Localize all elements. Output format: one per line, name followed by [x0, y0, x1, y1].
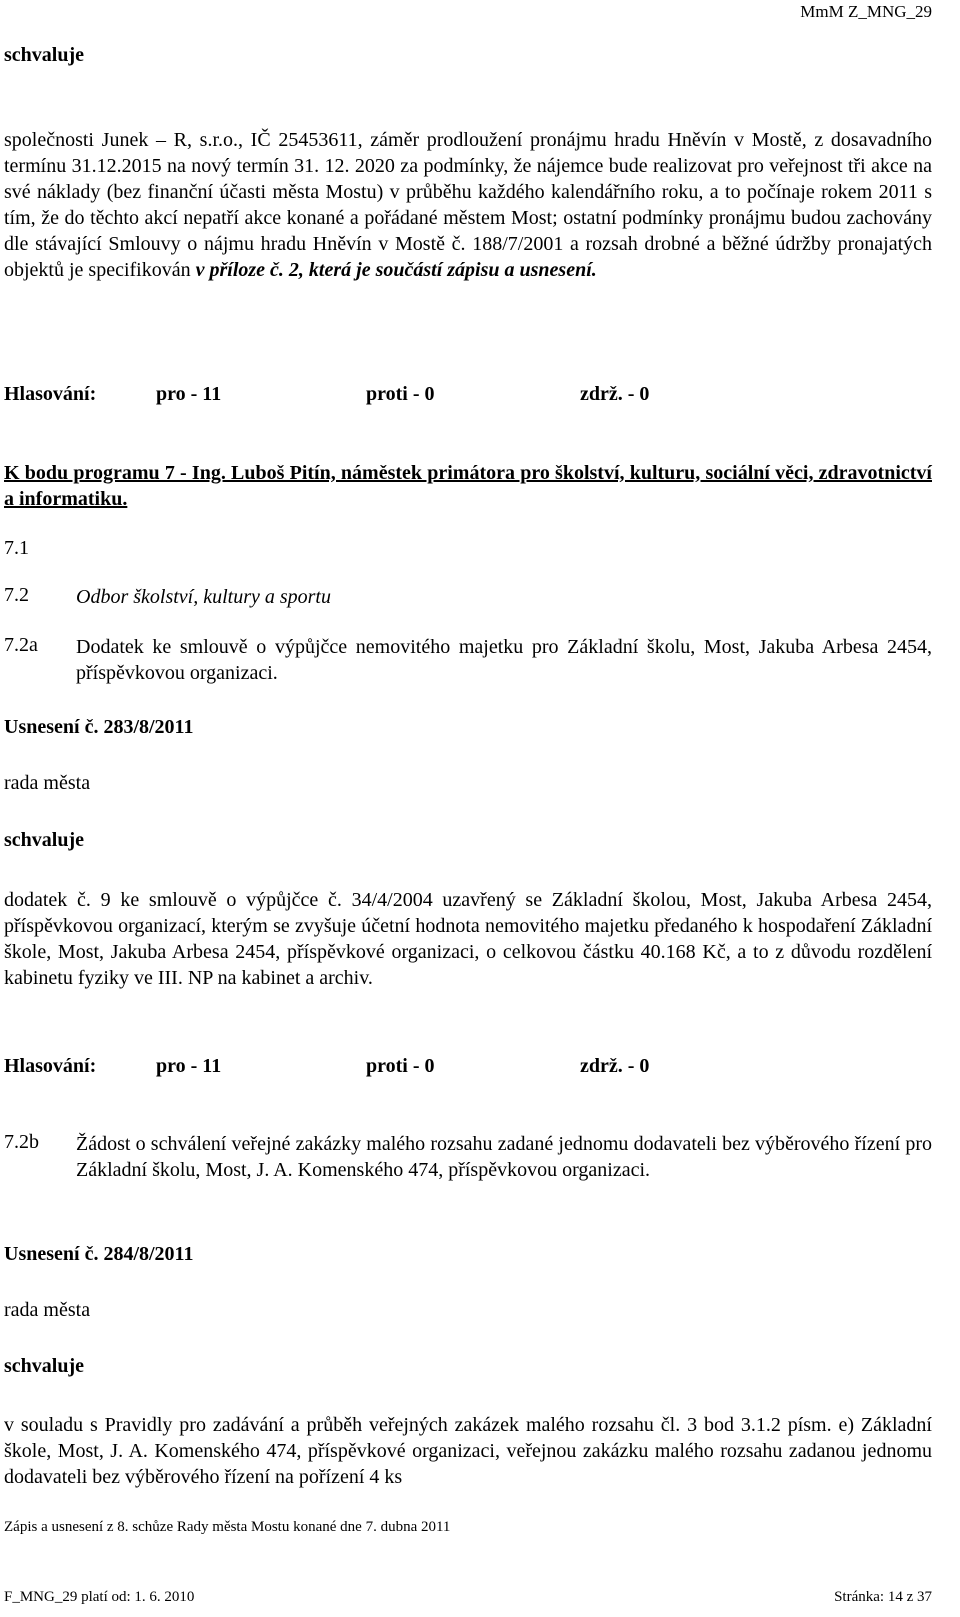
resolution-text: v souladu s Pravidly pro zadávání a průběh veřejných zakázek malého rozsahu čl. 3 bod 3.1.2 písm. e) Základní škole, Most, J. A. Komenského 474, příspěvkové organizaci, veřejnou zakázku malého rozsahu zadanou jednomu dodavateli bez výběrového řízení na pořízení 4 ks — [4, 1414, 932, 1488]
vote-proti: proti - 0 — [366, 1055, 435, 1077]
vote-proti: proti - 0 — [366, 383, 435, 405]
item-number: 7.2a — [4, 634, 38, 656]
resolution-verb: schvaluje — [4, 829, 84, 851]
resolution-text: dodatek č. 9 ke smlouvě o výpůjčce č. 34/4/2004 uzavřený se Základní školou, Most, Jakuba Arbesa 2454, příspěvkovou organizací, kterým se zvyšuje účetní hodnota nemovitého majetku předaného k hospodaření Základní škole, Most, Jakuba Arbesa 2454, příspěvkové organizaci, o celkovou částku 40.168 Kč, a to z důvodu rozdělení kabinetu fyziky ve III. NP na kabinet a archiv. — [4, 889, 932, 989]
item-number: 7.2b — [4, 1131, 39, 1153]
footer-page-number: Stránka: 14 z 37 — [834, 1589, 932, 1605]
resolution-title: Usnesení č. 283/8/2011 — [4, 716, 194, 738]
resolution-body: rada města — [4, 1299, 91, 1321]
resolution-body: rada města — [4, 772, 91, 794]
item-number: 7.1 — [4, 537, 29, 559]
item-text: Žádost o schválení veřejné zakázky malého rozsahu zadané jednomu dodavateli bez výběrového řízení pro Základní školu, Most, J. A. Komenského 474, příspěvkovou organizaci. — [76, 1133, 932, 1181]
document-code: MmM Z_MNG_29 — [800, 2, 932, 21]
section-body-emphasis: v příloze č. 2, která je součástí zápisu a usnesení. — [195, 259, 597, 281]
footer-meeting: Zápis a usnesení z 8. schůze Rady města Mostu konané dne 7. dubna 2011 — [4, 1519, 451, 1535]
resolution-verb: schvaluje — [4, 1355, 84, 1377]
vote-pro: pro - 11 — [156, 383, 222, 405]
section-body — [4, 127, 932, 283]
item-text: Dodatek ke smlouvě o výpůjčce nemovitého majetku pro Základní školu, Most, Jakuba Arbesa 2454, příspěvkovou organizaci. — [76, 636, 932, 684]
section-body-text: společnosti Junek – R, s.r.o., IČ 25453611, záměr prodloužení pronájmu hradu Hněvín v Mostě, z dosavadního termínu 31.12.2015 na nový termín 31. 12. 2020 za podmínky, že nájemce bude realizovat pro veřejnost tři akce na své náklady (bez finanční účasti města Mostu) v průběhu každého kalendářního roku, a to počínaje rokem 2011 s tím, že do těchto akcí nepatří akce konané a pořádané městem Most; ostatní podmínky pronájmu budou zachovány dle stávající Smlouvy o nájmu hradu Hněvín v Mostě č. 188/7/2001 a rozsah drobné a běžné údržby pronajatých objektů je specifikován — [4, 129, 932, 281]
vote-label: Hlasování: — [4, 383, 97, 405]
footer-valid-from: F_MNG_29 platí od: 1. 6. 2010 — [4, 1589, 195, 1605]
vote-label: Hlasování: — [4, 1055, 97, 1077]
department-title: Odbor školství, kultury a sportu — [76, 586, 331, 608]
vote-zdrz: zdrž. - 0 — [580, 383, 650, 405]
program-heading: K bodu programu 7 - Ing. Luboš Pitín, náměstek primátora pro školství, kulturu, sociální věci, zdravotnictví a informatiku. — [4, 462, 932, 510]
section-verb: schvaluje — [4, 44, 84, 66]
resolution-title: Usnesení č. 284/8/2011 — [4, 1243, 194, 1265]
item-number: 7.2 — [4, 584, 29, 606]
vote-pro: pro - 11 — [156, 1055, 222, 1077]
vote-zdrz: zdrž. - 0 — [580, 1055, 650, 1077]
